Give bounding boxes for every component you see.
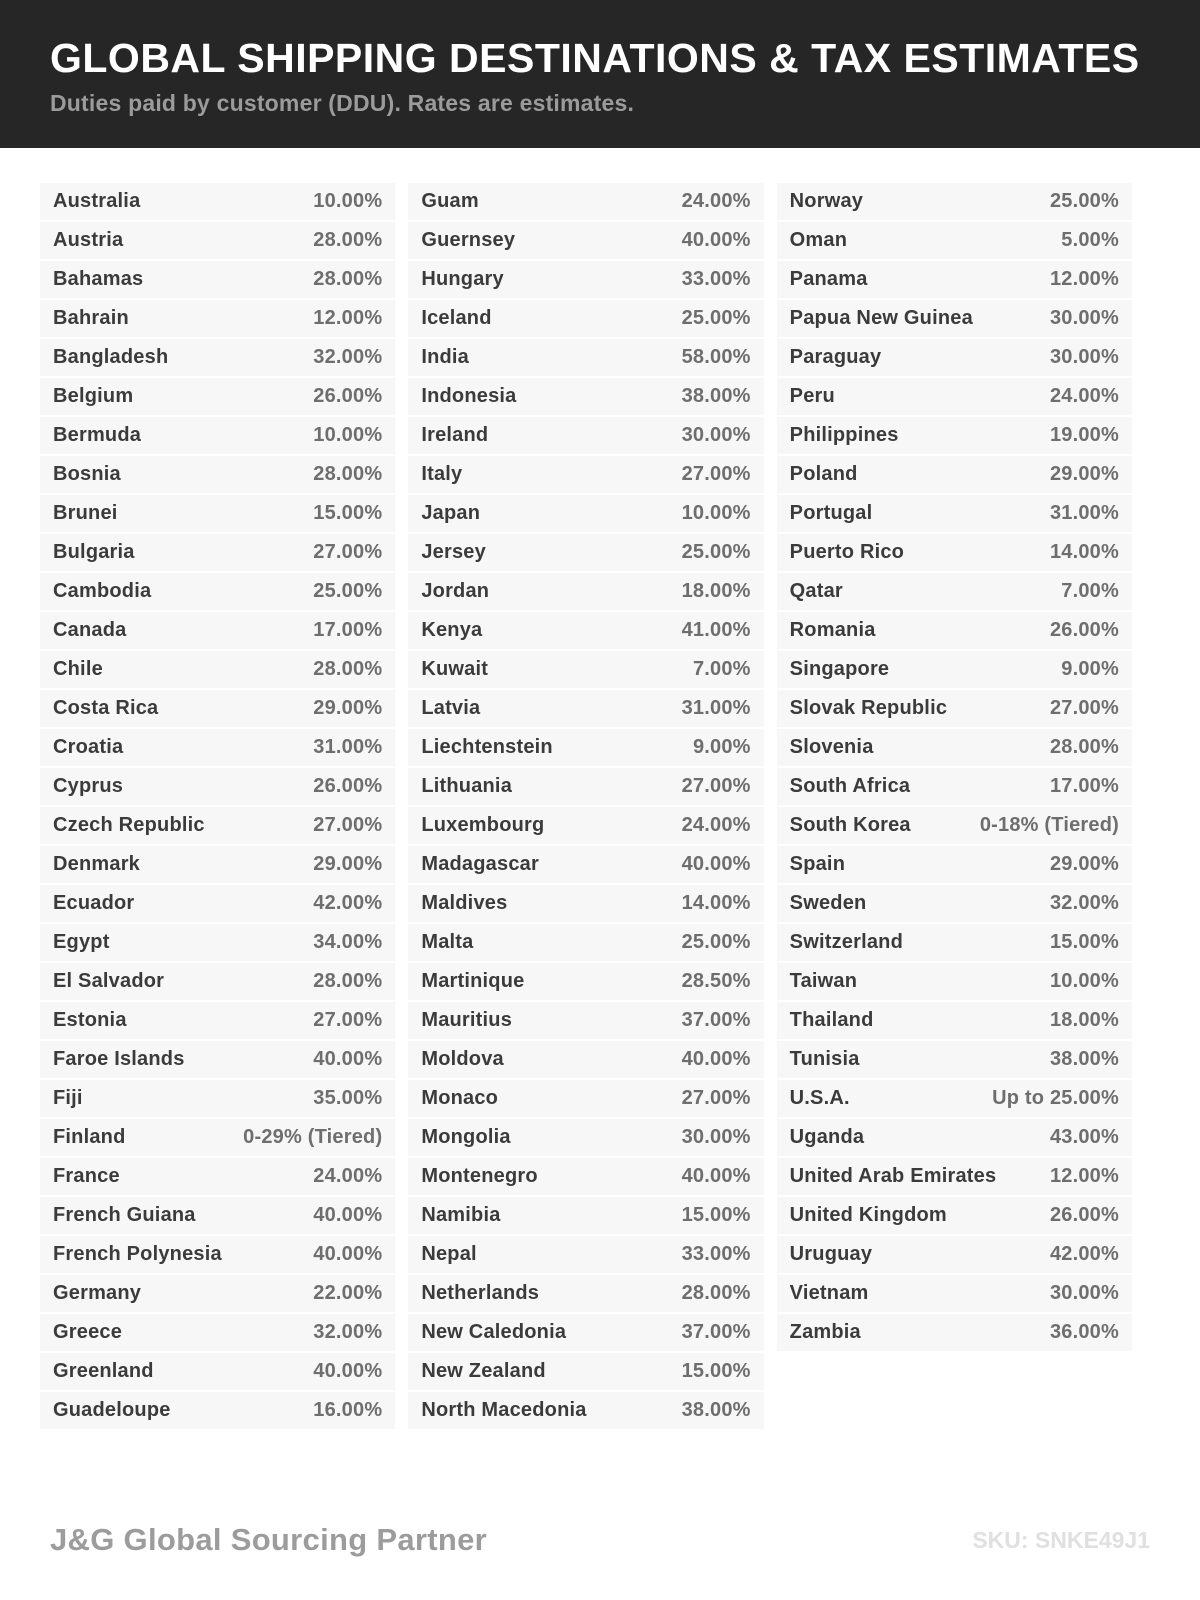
rate-value: 38.00%: [681, 1399, 751, 1421]
country-label: Lithuania: [421, 775, 513, 797]
rate-value: 15.00%: [313, 502, 383, 524]
table-row: [408, 963, 763, 1000]
country-label: Vietnam: [789, 1282, 869, 1304]
rate-value: 27.00%: [681, 775, 751, 797]
table-row: [40, 1080, 395, 1117]
table-row: [40, 1314, 395, 1351]
country-label: Denmark: [53, 853, 140, 875]
table-row: [408, 378, 763, 415]
country-label: Costa Rica: [53, 697, 159, 719]
country-label: Guernsey: [421, 229, 516, 251]
table-row: [40, 1392, 395, 1429]
country-label: Portugal: [789, 502, 873, 524]
table-row: [40, 261, 395, 298]
country-label: Moldova: [421, 1048, 504, 1070]
sku-label: SKU: SNKE49J1: [972, 1527, 1150, 1553]
country-label: Italy: [421, 463, 463, 485]
country-label: South Africa: [789, 775, 911, 797]
country-label: Namibia: [421, 1204, 501, 1226]
rate-value: 31.00%: [313, 736, 383, 758]
country-label: Taiwan: [789, 970, 858, 992]
rate-value: 32.00%: [313, 1321, 383, 1343]
country-label: Estonia: [53, 1009, 127, 1031]
rate-value: 25.00%: [313, 580, 383, 602]
brand-name: J&G Global Sourcing Partner: [50, 1522, 488, 1557]
rate-value: 17.00%: [1049, 775, 1119, 797]
country-label: Greece: [53, 1321, 123, 1343]
country-label: Luxembourg: [421, 814, 545, 836]
table-row: [40, 924, 395, 961]
country-label: Zambia: [789, 1321, 861, 1343]
rate-value: 40.00%: [681, 1165, 751, 1187]
country-label: Bulgaria: [53, 541, 135, 563]
table-row: [408, 1158, 763, 1195]
rate-value: 30.00%: [1049, 307, 1119, 329]
country-label: Slovenia: [789, 736, 874, 758]
country-label: Monaco: [421, 1087, 499, 1109]
rate-value: 27.00%: [681, 463, 751, 485]
rate-value: 22.00%: [313, 1282, 383, 1304]
country-label: Hungary: [421, 268, 504, 290]
rate-value: 40.00%: [313, 1243, 383, 1265]
rate-value: 15.00%: [681, 1360, 751, 1382]
table-row: [40, 573, 395, 610]
rate-value: 30.00%: [681, 1126, 751, 1148]
table-row: [40, 690, 395, 727]
country-label: Guadeloupe: [53, 1399, 171, 1421]
rate-value: 17.00%: [313, 619, 383, 641]
country-label: Bermuda: [53, 424, 142, 446]
table-row: [408, 807, 763, 844]
rate-value: 10.00%: [313, 424, 383, 446]
country-label: Sweden: [789, 892, 867, 914]
country-label: United Arab Emirates: [789, 1165, 997, 1187]
table-row: [777, 183, 1132, 220]
rate-value: 30.00%: [681, 424, 751, 446]
table-row: [777, 378, 1132, 415]
table-row: [777, 1158, 1132, 1195]
table-row: [408, 183, 763, 220]
country-label: Mauritius: [421, 1009, 513, 1031]
table-row: [40, 339, 395, 376]
rate-value: 16.00%: [313, 1399, 383, 1421]
country-label: Liechtenstein: [421, 736, 553, 758]
rate-value: 37.00%: [681, 1009, 751, 1031]
rate-value: 15.00%: [681, 1204, 751, 1226]
country-label: Maldives: [421, 892, 508, 914]
country-label: Bahamas: [53, 268, 144, 290]
table-row: [408, 690, 763, 727]
country-label: France: [53, 1165, 120, 1187]
rate-value: 35.00%: [313, 1087, 383, 1109]
rate-value: 28.00%: [313, 268, 383, 290]
rates-table: [40, 183, 1132, 1431]
rate-value: 12.00%: [1049, 268, 1119, 290]
country-label: Canada: [53, 619, 127, 641]
rate-value: 32.00%: [313, 346, 383, 368]
page-header: [0, 0, 1200, 148]
table-row: [40, 1002, 395, 1039]
country-label: Croatia: [53, 736, 124, 758]
table-row: [777, 1314, 1132, 1351]
rate-value: 25.00%: [681, 931, 751, 953]
rate-column-1: [40, 183, 395, 1431]
table-row: [408, 1275, 763, 1312]
table-row: [40, 1158, 395, 1195]
country-label: Kuwait: [421, 658, 489, 680]
page-subtitle: Duties paid by customer (DDU). Rates are estimates.: [50, 90, 635, 117]
rate-value: 40.00%: [313, 1204, 383, 1226]
country-label: French Polynesia: [53, 1243, 222, 1265]
country-label: Thailand: [789, 1009, 874, 1031]
table-row: [40, 885, 395, 922]
table-row: [777, 612, 1132, 649]
rate-value: 30.00%: [1049, 1282, 1119, 1304]
country-label: Netherlands: [421, 1282, 540, 1304]
table-row: [777, 1002, 1132, 1039]
table-row: [40, 1353, 395, 1390]
table-row: [40, 963, 395, 1000]
rate-value: 29.00%: [1049, 463, 1119, 485]
table-row: [777, 417, 1132, 454]
table-row: [40, 378, 395, 415]
country-label: Philippines: [789, 424, 899, 446]
table-row: [777, 495, 1132, 532]
table-row: [777, 846, 1132, 883]
table-row: [408, 573, 763, 610]
rate-value: 7.00%: [692, 658, 751, 680]
table-row: [777, 1236, 1132, 1273]
country-label: Greenland: [53, 1360, 154, 1382]
table-row: [408, 534, 763, 571]
rate-value: 27.00%: [313, 1009, 383, 1031]
rate-value: 10.00%: [1049, 970, 1119, 992]
rate-value: 29.00%: [313, 853, 383, 875]
table-row: [408, 1119, 763, 1156]
table-row: [408, 1353, 763, 1390]
table-row: [40, 417, 395, 454]
country-label: Egypt: [53, 931, 110, 953]
rate-value: 10.00%: [313, 190, 383, 212]
rate-value: 41.00%: [681, 619, 751, 641]
table-row: [408, 417, 763, 454]
country-label: Slovak Republic: [789, 697, 948, 719]
country-label: Qatar: [789, 580, 843, 602]
rate-value: 33.00%: [681, 268, 751, 290]
rate-value: 40.00%: [313, 1048, 383, 1070]
table-row: [40, 1119, 395, 1156]
table-row: [40, 768, 395, 805]
table-row: [408, 1314, 763, 1351]
table-row: [408, 1002, 763, 1039]
country-label: South Korea: [789, 814, 911, 836]
table-row: [40, 1197, 395, 1234]
country-label: United Kingdom: [789, 1204, 947, 1226]
table-row: [408, 300, 763, 337]
rate-value: 36.00%: [1049, 1321, 1119, 1343]
country-label: Tunisia: [789, 1048, 860, 1070]
country-label: Papua New Guinea: [789, 307, 973, 329]
country-label: Indonesia: [421, 385, 517, 407]
rate-value: 7.00%: [1061, 580, 1119, 602]
rate-value: 28.00%: [1049, 736, 1119, 758]
rate-value: 31.00%: [1049, 502, 1119, 524]
table-row: [40, 651, 395, 688]
rate-value: 26.00%: [313, 385, 383, 407]
country-label: Mongolia: [421, 1126, 511, 1148]
table-row: [408, 456, 763, 493]
table-row: [40, 807, 395, 844]
rate-value: 25.00%: [681, 307, 751, 329]
country-label: Madagascar: [421, 853, 539, 875]
country-label: Martinique: [421, 970, 525, 992]
country-label: El Salvador: [53, 970, 165, 992]
table-row: [408, 1392, 763, 1429]
table-row: [777, 300, 1132, 337]
country-label: Bosnia: [53, 463, 121, 485]
rate-value: 37.00%: [681, 1321, 751, 1343]
rate-column-3: [777, 183, 1132, 1353]
country-label: Panama: [789, 268, 868, 290]
rate-value: 40.00%: [681, 853, 751, 875]
country-label: Finland: [53, 1126, 126, 1148]
rate-value: 19.00%: [1049, 424, 1119, 446]
rate-value: 26.00%: [1049, 619, 1119, 641]
table-row: [408, 339, 763, 376]
country-label: Czech Republic: [53, 814, 205, 836]
table-row: [408, 261, 763, 298]
rate-value: 42.00%: [313, 892, 383, 914]
country-label: Spain: [789, 853, 846, 875]
table-row: [40, 1041, 395, 1078]
table-row: [408, 1197, 763, 1234]
country-label: Peru: [789, 385, 835, 407]
rate-value: 12.00%: [1049, 1165, 1119, 1187]
rate-value: 32.00%: [1049, 892, 1119, 914]
rate-value: 28.00%: [681, 1282, 751, 1304]
country-label: Cyprus: [53, 775, 124, 797]
rate-value: 27.00%: [313, 541, 383, 563]
rate-value: 40.00%: [313, 1360, 383, 1382]
table-row: [777, 1080, 1132, 1117]
country-label: Austria: [53, 229, 124, 251]
rate-value: 30.00%: [1049, 346, 1119, 368]
country-label: Fiji: [53, 1087, 83, 1109]
table-row: [777, 339, 1132, 376]
rate-value: 28.50%: [681, 970, 751, 992]
rate-value: 34.00%: [313, 931, 383, 953]
table-row: [777, 963, 1132, 1000]
rate-value: 5.00%: [1061, 229, 1119, 251]
country-label: Cambodia: [53, 580, 152, 602]
rate-value: 12.00%: [313, 307, 383, 329]
rate-value: 28.00%: [313, 658, 383, 680]
table-row: [777, 1275, 1132, 1312]
table-row: [408, 846, 763, 883]
rate-value: 10.00%: [681, 502, 751, 524]
rate-column-2: [408, 183, 763, 1431]
country-label: Brunei: [53, 502, 118, 524]
country-label: New Caledonia: [421, 1321, 567, 1343]
table-row: [40, 222, 395, 259]
country-label: Guam: [421, 190, 479, 212]
country-label: U.S.A.: [789, 1087, 850, 1109]
country-label: Singapore: [789, 658, 890, 680]
rate-value: 18.00%: [681, 580, 751, 602]
rate-value: 42.00%: [1049, 1243, 1119, 1265]
rate-value: 29.00%: [313, 697, 383, 719]
rate-value: 27.00%: [1049, 697, 1119, 719]
rate-value: 25.00%: [681, 541, 751, 563]
country-label: Ireland: [421, 424, 489, 446]
rate-value: 40.00%: [681, 229, 751, 251]
country-label: Poland: [789, 463, 858, 485]
country-label: Jersey: [421, 541, 486, 563]
country-label: Malta: [421, 931, 474, 953]
country-label: New Zealand: [421, 1360, 546, 1382]
rate-value: 18.00%: [1049, 1009, 1119, 1031]
country-label: India: [421, 346, 469, 368]
rate-value: 29.00%: [1049, 853, 1119, 875]
rate-value: 26.00%: [313, 775, 383, 797]
table-row: [40, 1236, 395, 1273]
table-row: [777, 1119, 1132, 1156]
table-row: [40, 300, 395, 337]
table-row: [777, 651, 1132, 688]
country-label: North Macedonia: [421, 1399, 587, 1421]
rate-value: 24.00%: [681, 814, 751, 836]
table-row: [40, 456, 395, 493]
table-row: [777, 1041, 1132, 1078]
rate-value: 15.00%: [1049, 931, 1119, 953]
country-label: Australia: [53, 190, 141, 212]
country-label: Uganda: [789, 1126, 865, 1148]
country-label: Jordan: [421, 580, 490, 602]
table-row: [40, 534, 395, 571]
table-row: [408, 924, 763, 961]
country-label: Switzerland: [789, 931, 903, 953]
country-label: Japan: [421, 502, 481, 524]
rate-value: 28.00%: [313, 229, 383, 251]
rate-value: 33.00%: [681, 1243, 751, 1265]
table-row: [408, 612, 763, 649]
country-label: Belgium: [53, 385, 134, 407]
table-row: [40, 183, 395, 220]
rate-value: 31.00%: [681, 697, 751, 719]
country-label: Ecuador: [53, 892, 135, 914]
rate-value: 9.00%: [692, 736, 751, 758]
rate-value: 0-29% (Tiered): [243, 1126, 383, 1148]
table-row: [40, 1275, 395, 1312]
table-row: [777, 222, 1132, 259]
country-label: Bangladesh: [53, 346, 169, 368]
country-label: Latvia: [421, 697, 481, 719]
table-row: [777, 924, 1132, 961]
table-row: [408, 222, 763, 259]
country-label: Nepal: [421, 1243, 477, 1265]
table-row: [408, 651, 763, 688]
table-row: [777, 261, 1132, 298]
rate-value: 26.00%: [1049, 1204, 1119, 1226]
rate-value: 38.00%: [681, 385, 751, 407]
table-row: [40, 729, 395, 766]
table-row: [777, 729, 1132, 766]
table-row: [40, 495, 395, 532]
rate-value: 28.00%: [313, 463, 383, 485]
country-label: Kenya: [421, 619, 483, 641]
rate-value: 43.00%: [1049, 1126, 1119, 1148]
table-row: [408, 1041, 763, 1078]
table-row: [408, 729, 763, 766]
rate-value: 24.00%: [681, 190, 751, 212]
country-label: Oman: [789, 229, 848, 251]
country-label: Paraguay: [789, 346, 882, 368]
rate-value: 24.00%: [313, 1165, 383, 1187]
country-label: Puerto Rico: [789, 541, 905, 563]
rate-value: Up to 25.00%: [992, 1087, 1119, 1109]
country-label: Iceland: [421, 307, 492, 329]
rate-value: 28.00%: [313, 970, 383, 992]
table-row: [777, 1197, 1132, 1234]
table-row: [777, 573, 1132, 610]
country-label: Romania: [789, 619, 876, 641]
table-row: [408, 768, 763, 805]
table-row: [777, 807, 1132, 844]
country-label: Norway: [789, 190, 864, 212]
rate-value: 9.00%: [1061, 658, 1119, 680]
rate-value: 27.00%: [313, 814, 383, 836]
rate-value: 0-18% (Tiered): [979, 814, 1119, 836]
country-label: Bahrain: [53, 307, 129, 329]
table-row: [408, 1080, 763, 1117]
country-label: Faroe Islands: [53, 1048, 185, 1070]
page-footer: [50, 1522, 1150, 1558]
rate-value: 25.00%: [1049, 190, 1119, 212]
table-row: [777, 690, 1132, 727]
rate-value: 14.00%: [1049, 541, 1119, 563]
table-row: [777, 885, 1132, 922]
rate-value: 58.00%: [681, 346, 751, 368]
country-label: Chile: [53, 658, 103, 680]
page-title: GLOBAL SHIPPING DESTINATIONS & TAX ESTIMATES: [50, 35, 1140, 81]
rate-value: 24.00%: [1049, 385, 1119, 407]
table-row: [777, 768, 1132, 805]
table-row: [408, 1236, 763, 1273]
table-row: [408, 495, 763, 532]
rate-value: 40.00%: [681, 1048, 751, 1070]
table-row: [40, 846, 395, 883]
rate-value: 27.00%: [681, 1087, 751, 1109]
country-label: Montenegro: [421, 1165, 538, 1187]
rate-value: 14.00%: [681, 892, 751, 914]
table-row: [408, 885, 763, 922]
table-row: [40, 612, 395, 649]
table-row: [777, 534, 1132, 571]
country-label: French Guiana: [53, 1204, 196, 1226]
country-label: Germany: [53, 1282, 142, 1304]
table-row: [777, 456, 1132, 493]
rate-value: 38.00%: [1049, 1048, 1119, 1070]
country-label: Uruguay: [789, 1243, 873, 1265]
